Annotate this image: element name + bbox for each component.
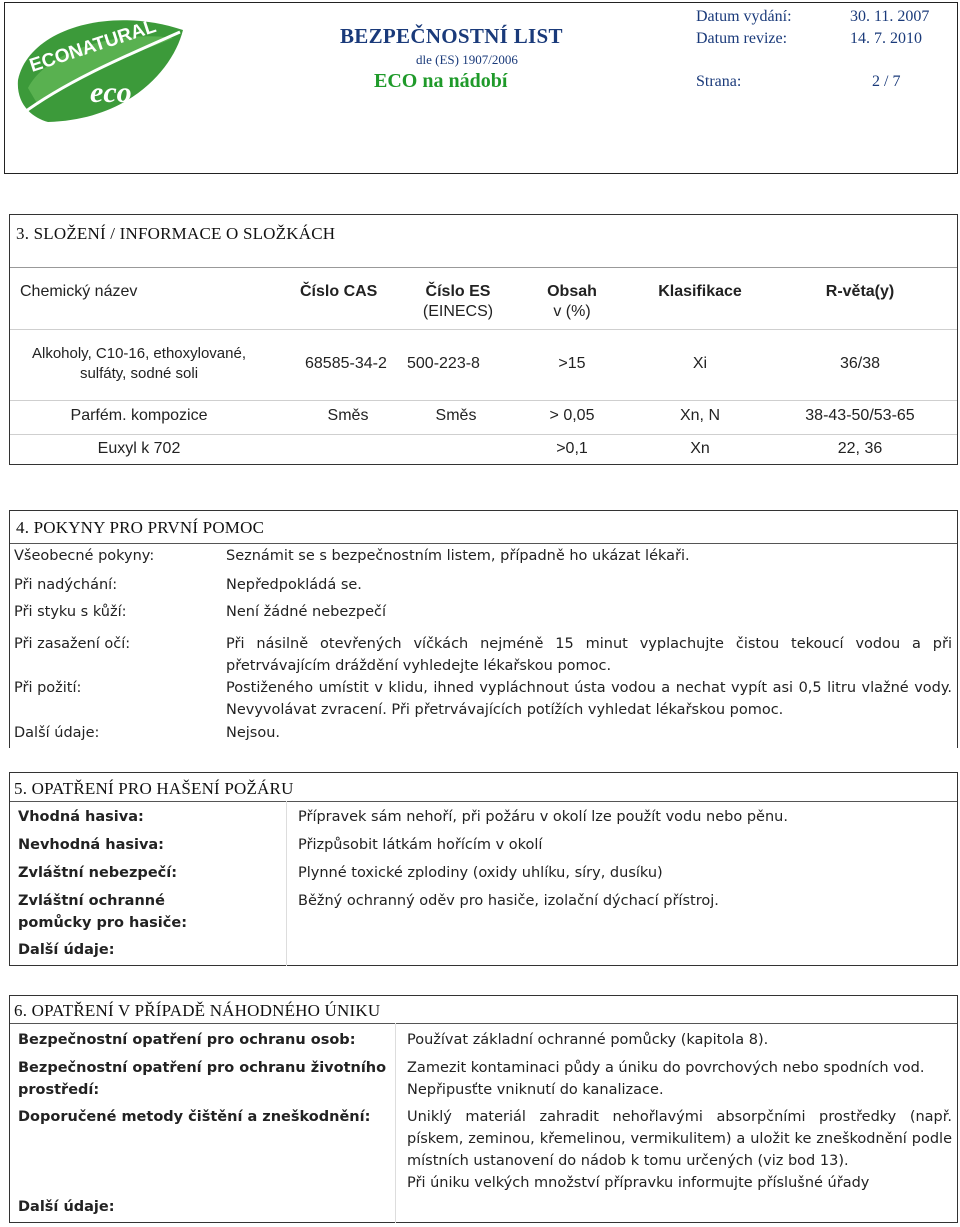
col-es-number-sub: (EINECS) — [422, 303, 494, 320]
row2-class: Xn, N — [679, 407, 720, 424]
s5-label-protective-2: pomůcky pro hasiče: — [18, 915, 187, 931]
s6-label-other: Další údaje: — [18, 1199, 115, 1215]
logo-text-bottom: eco — [90, 76, 132, 109]
row1-content: >15 — [558, 355, 586, 372]
row1-class: Xi — [692, 355, 708, 372]
s4-value-other: Nejsou. — [226, 725, 281, 741]
logo-text-top: ECONATURAL — [27, 16, 159, 77]
document-subtitle: dle (ES) 1907/2006 — [416, 52, 518, 67]
col-es-number: Číslo ES — [425, 283, 491, 300]
s5-value-unsuitable: Přizpůsobit látkám hořícím v okolí — [298, 837, 543, 853]
issue-date-value: 30. 11. 2007 — [850, 8, 930, 25]
document-title: BEZPEČNOSTNÍ LIST — [340, 24, 563, 48]
s6-value-persons: Používat základní ochranné pomůcky (kapitola 8). — [407, 1032, 769, 1048]
s5-value-suitable: Přípravek sám nehoří, při požáru v okolí lze použít vodu nebo pěnu. — [298, 809, 788, 825]
s6-value-env-1: Zamezit kontaminaci půdy a úniku do povrchových nebo spodních vod. — [407, 1060, 925, 1076]
row1-name-line2: sulfáty, sodné soli — [79, 365, 199, 382]
row2-name: Parfém. kompozice — [70, 407, 208, 424]
row1-es: 500-223-8 — [407, 355, 480, 372]
s4-label-inhalation: Při nadýchání: — [14, 577, 118, 593]
row2-r: 38-43-50/53-65 — [805, 407, 915, 424]
section-4-box — [9, 510, 958, 748]
s4-value-general: Seznámit se s bezpečnostním listem, případně ho ukázat lékaři. — [226, 548, 690, 564]
col-cas-number: Číslo CAS — [300, 283, 378, 300]
s5-value-hazard: Plynné toxické zplodiny (oxidy uhlíku, síry, dusíku) — [298, 865, 663, 881]
revision-date-label: Datum revize: — [696, 30, 788, 47]
product-name: ECO na nádobí — [374, 70, 508, 92]
section-3-box — [9, 214, 958, 465]
col-content-unit: v (%) — [553, 303, 591, 320]
row3-content: >0,1 — [556, 440, 588, 457]
s4-label-other: Další údaje: — [14, 725, 100, 741]
s5-label-unsuitable: Nevhodná hasiva: — [18, 837, 164, 853]
s6-label-env-1: Bezpečnostní opatření pro ochranu životního — [18, 1060, 387, 1076]
section-6-title: 6. OPATŘENÍ V PŘÍPADĚ NÁHODNÉHO ÚNIKU — [14, 1001, 381, 1020]
section-6-box — [9, 995, 958, 1223]
section-4-title: 4. POKYNY PRO PRVNÍ POMOC — [16, 518, 265, 537]
s4-label-eyes: Při zasažení očí: — [14, 636, 131, 652]
row3-r: 22, 36 — [837, 440, 883, 457]
s4-label-ingestion: Při požití: — [14, 680, 82, 696]
col-classification: Klasifikace — [658, 283, 742, 300]
section-5-box — [9, 772, 958, 966]
s4-value-ingestion: Postiženého umístit v klidu, ihned vypláchnout ústa vodou a nechat vypít asi 0,5 litru vlažné vody. Nevyvolávat zvracení. Při přetrvávajících potížích vyhledat lékařskou pomoc. — [226, 680, 952, 718]
s5-value-protective: Běžný ochranný oděv pro hasiče, izolační dýchací přístroj. — [298, 893, 719, 909]
issue-date-label: Datum vydání: — [696, 8, 792, 25]
section-3-title: 3. SLOŽENÍ / INFORMACE O SLOŽKÁCH — [16, 224, 336, 243]
s6-label-env-2: prostředí: — [18, 1082, 100, 1098]
s5-label-protective-1: Zvláštní ochranné — [18, 893, 165, 909]
row3-class: Xn — [690, 440, 710, 457]
row2-cas: Směs — [327, 407, 369, 424]
s6-label-cleanup: Doporučené metody čištění a zneškodnění: — [18, 1109, 371, 1125]
s6-label-persons: Bezpečnostní opatření pro ochranu osob: — [18, 1032, 356, 1048]
s5-label-hazard: Zvláštní nebezpečí: — [18, 865, 178, 881]
page-label: Strana: — [696, 73, 742, 90]
row2-content: > 0,05 — [549, 407, 595, 424]
row3-name: Euxyl k 702 — [97, 440, 181, 457]
col-chemical-name: Chemický název — [20, 283, 138, 300]
row2-es: Směs — [435, 407, 477, 424]
page-number: 2 / 7 — [872, 73, 901, 90]
revision-date-value: 14. 7. 2010 — [850, 30, 922, 47]
s4-label-skin: Při styku s kůží: — [14, 604, 127, 620]
s4-value-skin: Není žádné nebezpečí — [226, 604, 386, 620]
s4-label-general: Všeobecné pokyny: — [14, 548, 155, 564]
row1-cas: 68585-34-2 — [305, 355, 387, 372]
s4-value-inhalation: Nepředpokládá se. — [226, 577, 362, 593]
econatural-logo — [8, 10, 188, 130]
row1-name-line1: Alkoholy, C10-16, ethoxylované, — [31, 345, 246, 362]
section-5-title: 5. OPATŘENÍ PRO HAŠENÍ POŽÁRU — [14, 779, 294, 798]
s6-value-cleanup-extra: Při úniku velkých množství přípravku informujte příslušné úřady — [407, 1175, 870, 1191]
s6-value-env-2: Nepřipusťte vniknutí do kanalizace. — [407, 1082, 664, 1098]
s5-label-suitable: Vhodná hasiva: — [18, 809, 144, 825]
row1-r: 36/38 — [839, 355, 881, 372]
s5-label-other: Další údaje: — [18, 942, 115, 958]
s4-value-eyes: Při násilně otevřených víčkách nejméně 15 minut vyplachujte čistou tekoucí vodou a při přetrvávajícím dráždění vyhledejte lékařskou pomoc. — [226, 636, 952, 674]
col-r-phrases: R-věta(y) — [825, 283, 895, 300]
col-content: Obsah — [547, 283, 597, 300]
s6-value-cleanup: Uniklý materiál zahradit nehořlavými absorpčními prostředky (např. pískem, zeminou, křemelinou, vermikulitem) a uložit ke zneškodnění podle místních ustanovení do nádob k tomu určených (viz bod 13). — [407, 1109, 952, 1169]
